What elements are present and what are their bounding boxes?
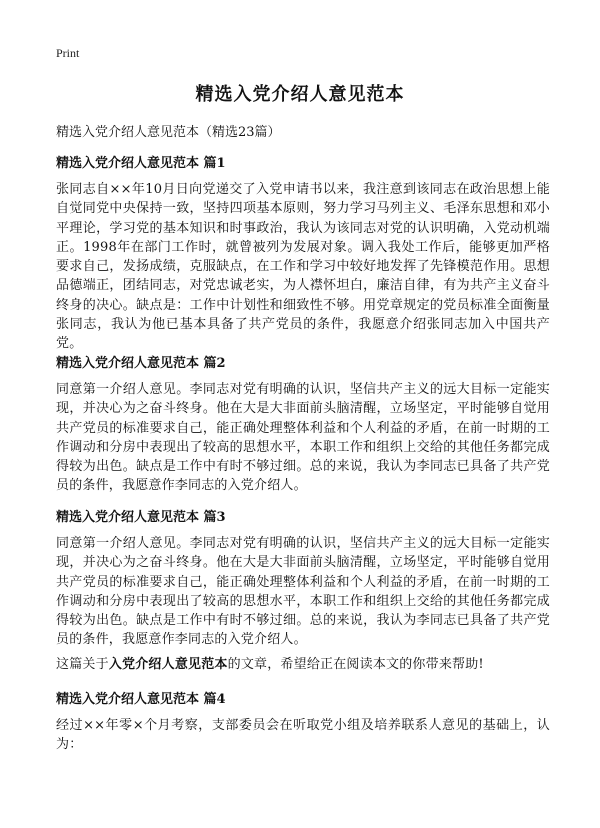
page-title: 精选入党介绍人意见范本 — [195, 84, 405, 105]
section-body-1: 张同志自××年10月日向党递交了入党申请书以来，我注意到该同志在政治思想上能自觉同党中央保持一致，坚持四项基本原则，努力学习马列主义、毛泽东思想和邓小平理论，学习党的基本知识和时事政治，我认为该同志对党的认识明确，入党动机端正。1998年在部门工作时，就曾被列为发展对象。调入我处工作后，能够更加严格要求自己，发扬成绩，克服缺点，在工作和学习中较好地发挥了先锋模范作用。思想品德端正，团结同志，对党忠诚老实，为人襟怀坦白，廉洁自律，有为共产主义奋斗终身的决心。缺点是：工作中计划性和细致性不够。用党章规定的党员标准全面衡量张同志，我认为他已基本具备了共产党员的条件，我愿意介绍张同志加入中国共产党。 — [56, 182, 550, 352]
closing-keyword: 入党介绍人意见范本 — [108, 657, 228, 672]
section-heading-4: 精选入党介绍人意见范本 篇4 — [56, 692, 226, 707]
section-body-2: 同意第一介绍人意见。李同志对党有明确的认识，坚信共产主义的远大目标一定能实现，并决心为之奋斗终身。他在大是大非面前头脑清醒，立场坚定，平时能够自觉用共产党员的标准要求自己，能正确处理整体利益和个人利益的矛盾，在前一时期的工作调动和分房中表现出了较高的思想水平，本职工作和组织上交给的其他任务都完成得较为出色。缺点是工作中有时不够过细。总的来说，我认为李同志已具备了共产党员的条件，我愿意作李同志的入党介绍人。 — [56, 382, 550, 494]
section-heading-1: 精选入党介绍人意见范本 篇1 — [56, 156, 226, 171]
document-subtitle: 精选入党介绍人意见范本（精选23篇） — [56, 125, 281, 140]
closing-note — [56, 655, 550, 674]
closing-prefix: 这篇关于 — [56, 657, 109, 672]
print-link[interactable]: Print — [56, 46, 80, 60]
section-body-3: 同意第一介绍人意见。李同志对党有明确的认识，坚信共产主义的远大目标一定能实现，并决心为之奋斗终身。他在大是大非面前头脑清醒，立场坚定，平时能够自觉用共产党员的标准要求自己，能正确处理整体利益和个人利益的矛盾，在前一时期的工作调动和分房中表现出了较高的思想水平，本职工作和组织上交给的其他任务都完成得较为出色。缺点是工作中有时不够过细。总的来说，我认为李同志已具备了共产党员的条件，我愿意作李同志的入党介绍人。 — [56, 536, 550, 648]
section-heading-3: 精选入党介绍人意见范本 篇3 — [56, 510, 226, 525]
closing-suffix: 的文章，希望给正在阅读本文的你带来帮助! — [227, 657, 484, 672]
section-heading-2: 精选入党介绍人意见范本 篇2 — [56, 356, 226, 371]
section-body-4: 经过××年零×个月考察，支部委员会在听取党小组及培养联系人意见的基础上，认为： — [56, 718, 550, 753]
